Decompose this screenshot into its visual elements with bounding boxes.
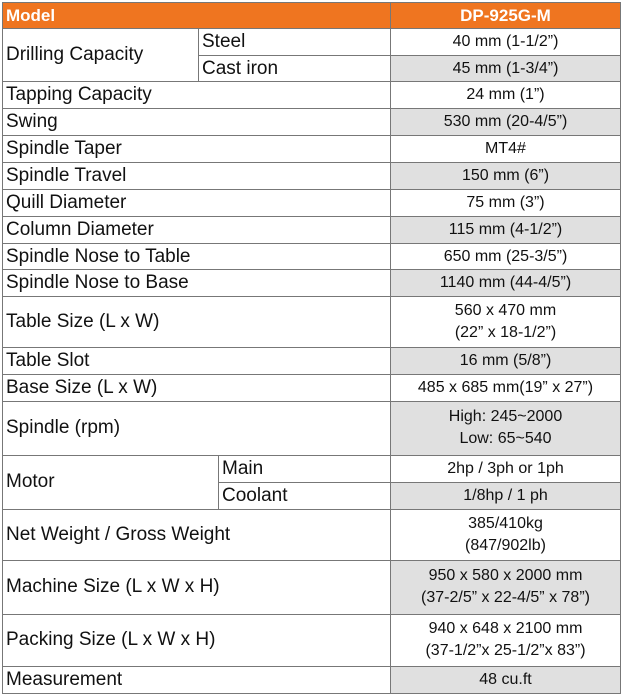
motor-main-label: Main <box>219 455 391 482</box>
table-row <box>3 375 621 402</box>
table-row <box>3 348 621 375</box>
table-row <box>3 614 621 666</box>
motor-label: Motor <box>3 455 219 509</box>
spindle-travel-value: 150 mm (6”) <box>391 163 621 190</box>
table-row <box>3 297 621 348</box>
table-row <box>3 163 621 190</box>
spindle-rpm-label: Spindle (rpm) <box>3 402 391 455</box>
table-size-metric: 560 x 470 mm <box>454 302 557 320</box>
table-slot-label: Table Slot <box>3 348 391 375</box>
weight-value <box>391 509 621 560</box>
table-row <box>3 244 621 270</box>
table-size-value <box>391 297 621 348</box>
machine-size-imperial: (37-2/5” x 22-4/5” x 78”) <box>421 589 590 607</box>
spindle-taper-label: Spindle Taper <box>3 136 391 163</box>
table-row <box>3 402 621 455</box>
table-row <box>3 509 621 560</box>
tapping-capacity-label: Tapping Capacity <box>3 82 391 109</box>
column-diameter-label: Column Diameter <box>3 217 391 244</box>
machine-size-metric: 950 x 580 x 2000 mm <box>428 567 583 585</box>
motor-main-value: 2hp / 3ph or 1ph <box>391 455 621 482</box>
table-size-label: Table Size (L x W) <box>3 297 391 348</box>
cast-iron-label: Cast iron <box>199 56 391 82</box>
base-size-label: Base Size (L x W) <box>3 375 391 402</box>
model-value-header: DP-925G-M <box>391 3 621 29</box>
table-row <box>3 190 621 217</box>
packing-size-value <box>391 614 621 666</box>
spindle-rpm-high: High: 245~2000 <box>448 408 563 426</box>
cast-iron-value: 45 mm (1-3/4”) <box>391 56 621 82</box>
base-size-value: 485 x 685 mm(19” x 27”) <box>391 375 621 402</box>
table-row <box>3 217 621 244</box>
table-row <box>3 82 621 109</box>
swing-label: Swing <box>3 109 391 136</box>
nose-to-base-value: 1140 mm (44-4/5”) <box>391 270 621 297</box>
drilling-capacity-label: Drilling Capacity <box>3 29 199 82</box>
spec-table <box>2 2 621 694</box>
table-row <box>3 270 621 297</box>
model-header: Model <box>3 3 391 29</box>
machine-size-value <box>391 560 621 614</box>
table-row <box>3 29 621 56</box>
packing-size-label: Packing Size (L x W x H) <box>3 614 391 666</box>
table-row <box>3 560 621 614</box>
nose-to-base-label: Spindle Nose to Base <box>3 270 391 297</box>
measurement-label: Measurement <box>3 666 391 693</box>
spindle-travel-label: Spindle Travel <box>3 163 391 190</box>
motor-coolant-label: Coolant <box>219 482 391 509</box>
tapping-capacity-value: 24 mm (1”) <box>391 82 621 109</box>
nose-to-table-value: 650 mm (25-3/5”) <box>391 244 621 270</box>
table-row <box>3 136 621 163</box>
header-row <box>3 3 621 29</box>
spindle-rpm-value <box>391 402 621 455</box>
spindle-taper-value: MT4# <box>391 136 621 163</box>
weight-label: Net Weight / Gross Weight <box>3 509 391 560</box>
packing-size-metric: 940 x 648 x 2100 mm <box>428 620 583 638</box>
motor-coolant-value: 1/8hp / 1 ph <box>391 482 621 509</box>
column-diameter-value: 115 mm (4-1/2”) <box>391 217 621 244</box>
steel-label: Steel <box>199 29 391 56</box>
table-row <box>3 455 621 482</box>
spindle-rpm-low: Low: 65~540 <box>459 430 552 448</box>
packing-size-imperial: (37-1/2”x 25-1/2”x 83”) <box>425 642 586 660</box>
table-row <box>3 666 621 693</box>
swing-value: 530 mm (20-4/5”) <box>391 109 621 136</box>
nose-to-table-label: Spindle Nose to Table <box>3 244 391 270</box>
weight-metric: 385/410kg <box>468 514 543 532</box>
table-size-imperial: (22” x 18-1/2”) <box>454 324 557 342</box>
quill-diameter-value: 75 mm (3”) <box>391 190 621 217</box>
steel-value: 40 mm (1-1/2”) <box>391 29 621 56</box>
weight-imperial: (847/902lb) <box>465 536 546 554</box>
machine-size-label: Machine Size (L x W x H) <box>3 560 391 614</box>
table-row <box>3 109 621 136</box>
quill-diameter-label: Quill Diameter <box>3 190 391 217</box>
measurement-value: 48 cu.ft <box>391 666 621 693</box>
table-slot-value: 16 mm (5/8”) <box>391 348 621 375</box>
